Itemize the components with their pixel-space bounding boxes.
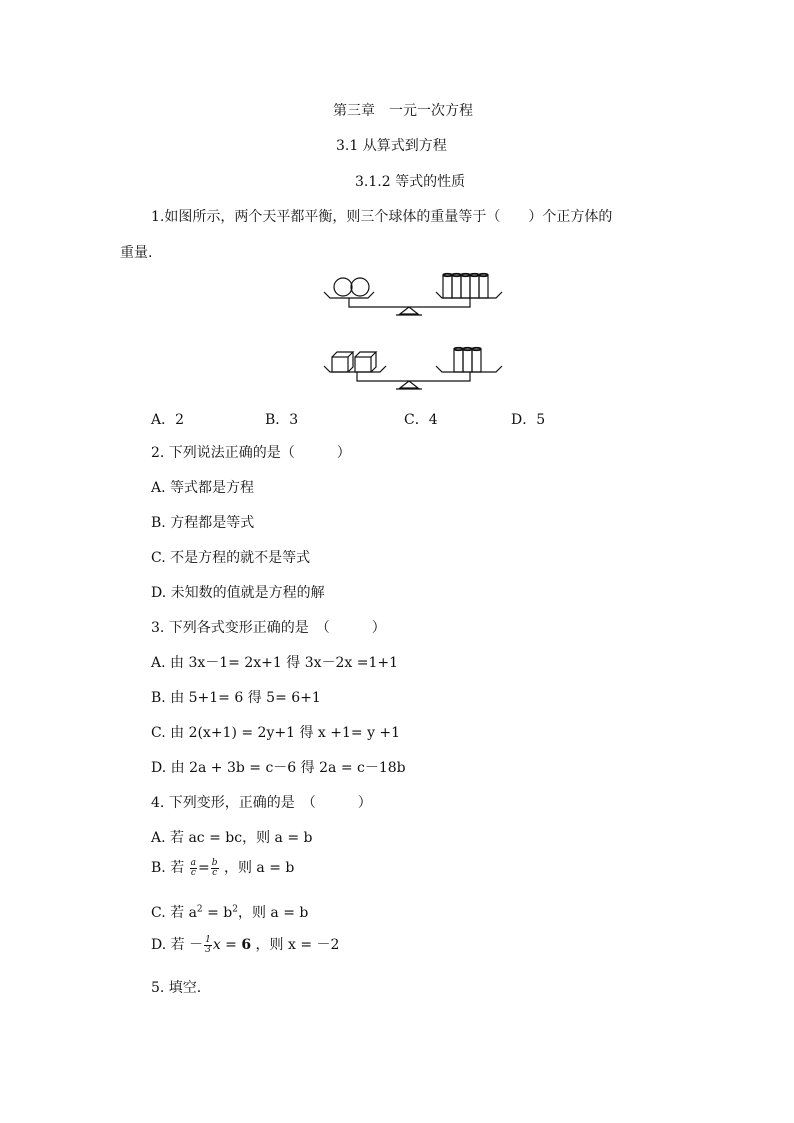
q3-stem: 3. 下列各式变形正确的是 （ ） [151,620,386,636]
q2-option-a: A. 等式都是方程 [151,480,255,496]
q4-option-b-prefix: B. 若 [151,860,185,876]
q4-option-b-suffix: ，则 a = b [223,860,295,876]
q4-option-d-prefix: D. 若 － [151,937,204,953]
ball-1 [334,278,352,296]
section-title: 3.1 从算式到方程 [336,138,447,154]
q2-option-d: D. 未知数的值就是方程的解 [151,585,325,601]
ball-2 [351,278,369,296]
q4-option-c [151,902,308,922]
q4-stem: 4. 下列变形，正确的是 （ ） [151,795,372,811]
chapter-title: 第三章 一元一次方程 [333,103,473,119]
subsection-title: 3.1.2 等式的性质 [355,174,466,190]
q4-option-d [151,934,339,955]
fraction-b-over-c [211,859,219,878]
q5-stem: 5. 填空. [151,980,202,996]
fraction-denominator: c [212,867,218,878]
q3-option-d: D. 由 2a + 3b = c－6 得 2a = c－18b [151,760,406,776]
q1-option-b: B．3 [265,412,299,428]
q4-option-c-suffix: ，则 a = b [237,905,309,921]
balance-scales-figure [320,266,505,396]
q2-option-b: B. 方程都是等式 [151,515,255,531]
fraction-a-over-c [190,859,197,878]
q3-option-a: A. 由 3x－1= 2x+1 得 3x－2x =1+1 [151,655,399,671]
q2-option-c: C. 不是方程的就不是等式 [151,550,311,566]
fraction-numerator: 1 [205,934,211,945]
scale-bottom [324,348,502,390]
q3-option-b: B. 由 5+1= 6 得 5= 6+1 [151,690,321,706]
cylinders-three [454,348,481,373]
scale-top [324,274,502,316]
fraction-numerator: b [211,857,218,868]
q2-stem: 2. 下列说法正确的是（ ） [151,445,351,461]
q1-option-c: C．4 [404,412,438,428]
superscript: 2 [232,904,238,915]
variable-x-equals: x = [212,937,242,953]
q4-option-c-mid: = b [202,905,233,921]
fraction-denominator: 3 [205,944,211,955]
fraction-numerator: a [190,857,197,868]
fraction-denominator: c [190,867,196,878]
q1-option-d: D．5 [511,412,546,428]
q4-option-a: A. 若 ac = bc，则 a = b [151,830,313,846]
value-six: 6 [241,937,252,953]
equals-sign: = [198,860,210,876]
q1-option-a: A．2 [151,412,185,428]
cylinders-five [443,274,488,299]
q3-option-c: C. 由 2(x+1) = 2y+1 得 x +1= y +1 [151,725,401,741]
q1-stem-line2: 重量. [120,245,153,261]
q1-stem-line1: 1.如图所示，两个天平都平衡，则三个球体的重量等于（ ）个正方体的 [151,209,613,225]
cubes-two [332,352,376,372]
superscript: 2 [196,904,203,915]
q4-option-b [151,857,294,878]
q4-option-d-suffix: ，则 x = －2 [255,937,340,953]
fraction-one-third [204,936,212,955]
q4-option-c-prefix: C. 若 a [151,905,197,921]
